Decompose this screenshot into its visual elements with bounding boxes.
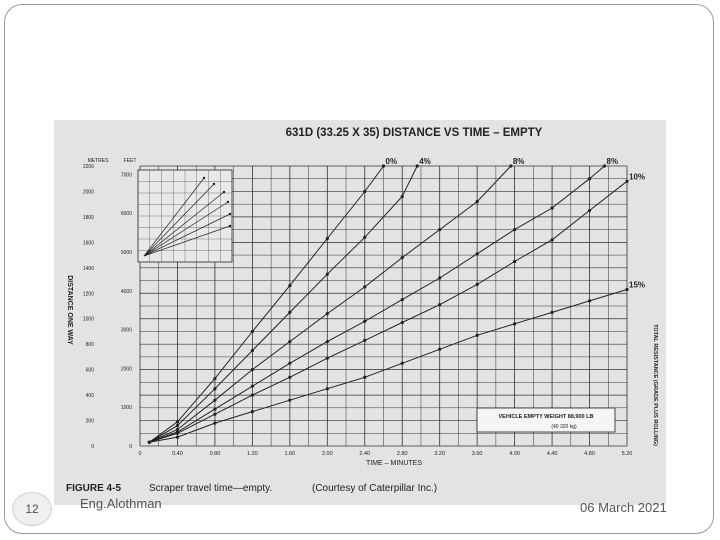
- data-point: [363, 236, 366, 239]
- y-tick-label-metres: 400: [85, 393, 94, 400]
- data-point: [176, 420, 179, 423]
- data-point: [148, 441, 151, 444]
- data-point: [401, 362, 404, 365]
- x-tick-label: 4.80: [584, 451, 595, 457]
- data-point: [251, 385, 254, 388]
- x-tick-label: 2.00: [321, 451, 333, 457]
- data-point: [476, 283, 479, 286]
- data-point: [213, 413, 216, 416]
- inset-data-point: [227, 201, 229, 203]
- data-point: [588, 209, 591, 212]
- data-point: [251, 393, 254, 396]
- data-point: [363, 190, 366, 193]
- data-point: [363, 376, 366, 379]
- data-point: [326, 312, 329, 315]
- y-tick-label-feet: 3000: [120, 327, 132, 334]
- data-point: [288, 340, 291, 343]
- data-point: [363, 285, 366, 288]
- data-point: [363, 320, 366, 323]
- footer-author: Eng.Alothman: [80, 496, 162, 511]
- data-point: [288, 311, 291, 314]
- caption-credit: (Courtesy of Caterpillar Inc.): [312, 483, 438, 494]
- y-tick-label-metres: 2200: [82, 164, 94, 170]
- right-axis-title: TOTAL RESISTANCE (GRADE PLUS ROLLING): [652, 324, 658, 446]
- data-point: [213, 377, 216, 380]
- data-point: [326, 357, 329, 360]
- data-point: [251, 410, 254, 413]
- data-point: [550, 238, 553, 241]
- data-point: [588, 299, 591, 302]
- series-end-label: 10%: [629, 172, 646, 182]
- y-unit-right: FEET: [123, 158, 137, 164]
- x-tick-label: 2.40: [359, 451, 371, 457]
- data-point: [326, 237, 329, 240]
- caption-text: Scraper travel time—empty.: [149, 483, 273, 494]
- series-end-label: 0%: [385, 157, 398, 166]
- y-tick-label-feet: 7000: [120, 172, 132, 179]
- data-point: [438, 276, 441, 279]
- y-tick-label-metres: 800: [85, 342, 94, 349]
- y-tick-label-metres: 1800: [82, 214, 94, 221]
- inset-data-point: [229, 225, 231, 227]
- data-point: [513, 322, 516, 325]
- y-tick-label-feet: 5000: [120, 250, 132, 257]
- data-point: [438, 228, 441, 231]
- series-end-label: 8%: [512, 157, 525, 166]
- data-point: [288, 399, 291, 402]
- data-point: [401, 256, 404, 259]
- data-point: [288, 362, 291, 365]
- data-point: [213, 387, 216, 390]
- y-tick-label-metres: 0: [91, 444, 94, 450]
- data-point: [476, 252, 479, 255]
- slide-number: 12: [12, 492, 52, 526]
- data-point: [401, 298, 404, 301]
- y-tick-label-metres: 1000: [82, 316, 94, 323]
- x-tick-label: 0: [138, 451, 142, 457]
- x-tick-label: 1.60: [284, 451, 296, 457]
- data-point: [513, 260, 516, 263]
- x-tick-label: 1.20: [247, 451, 258, 457]
- x-tick-label: 4.00: [509, 451, 520, 457]
- y-tick-label-feet: 4000: [120, 288, 132, 295]
- data-point: [401, 321, 404, 324]
- x-tick-label: 3.20: [434, 451, 446, 457]
- data-point: [251, 330, 254, 333]
- distance-time-chart: [54, 120, 666, 505]
- y-tick-label-feet: 6000: [120, 211, 132, 218]
- x-tick-label: 2.80: [396, 451, 408, 457]
- y-axis-label: DISTANCE ONE WAY: [66, 275, 73, 345]
- x-tick-label: 0.80: [209, 451, 221, 457]
- y-unit-left: METRES: [87, 158, 109, 164]
- data-point: [288, 284, 291, 287]
- y-tick-label-metres: 2000: [82, 189, 94, 196]
- series-end-label: 15%: [629, 280, 646, 290]
- x-tick-label: 0.40: [172, 451, 183, 457]
- chart-title: 631D (33.25 X 35) DISTANCE VS TIME – EMPTY: [285, 127, 543, 139]
- x-tick-label: 3.60: [471, 451, 483, 457]
- data-point: [476, 334, 479, 337]
- y-tick-label-feet: 1000: [120, 405, 132, 412]
- data-point: [213, 421, 216, 424]
- data-point: [438, 303, 441, 306]
- data-point: [251, 368, 254, 371]
- data-point: [326, 340, 329, 343]
- data-point: [326, 387, 329, 390]
- weight-annotation-metric: (40 320 kg): [551, 424, 577, 430]
- data-point: [326, 273, 329, 276]
- footer-date: 06 March 2021: [580, 500, 667, 515]
- x-tick-label: 4.40: [546, 451, 558, 457]
- y-tick-label-metres: 600: [85, 367, 94, 374]
- figure-caption: [66, 483, 437, 494]
- data-point: [213, 399, 216, 402]
- data-point: [251, 349, 254, 352]
- y-tick-label-metres: 1600: [82, 240, 94, 247]
- data-point: [588, 177, 591, 180]
- data-point: [176, 424, 179, 427]
- inset-data-point: [203, 177, 205, 179]
- y-tick-label-metres: 200: [85, 418, 94, 425]
- inset-chart: [138, 170, 232, 262]
- inset-data-point: [223, 191, 225, 193]
- data-point: [176, 432, 179, 435]
- inset-data-point: [229, 213, 231, 215]
- y-tick-label-feet: 2000: [120, 366, 132, 373]
- data-point: [176, 435, 179, 438]
- inset-data-point: [213, 183, 215, 185]
- series-end-label: 8%: [606, 157, 619, 166]
- data-point: [288, 376, 291, 379]
- weight-annotation: VEHICLE EMPTY WEIGHT 88,900 LB: [498, 414, 594, 420]
- series-end-label: 4%: [419, 157, 431, 166]
- x-tick-label: 5.20: [621, 451, 633, 457]
- data-point: [213, 407, 216, 410]
- figure-scan: [54, 120, 666, 505]
- data-point: [550, 206, 553, 209]
- data-point: [401, 195, 404, 198]
- weight-annotation-box: [477, 408, 615, 432]
- x-axis-label: TIME – MINUTES: [365, 460, 423, 467]
- data-point: [550, 311, 553, 314]
- y-tick-label-metres: 1200: [82, 291, 94, 298]
- y-tick-label-metres: 1400: [82, 265, 94, 272]
- caption-label: FIGURE 4-5: [66, 483, 122, 494]
- data-point: [438, 348, 441, 351]
- data-point: [476, 200, 479, 203]
- data-point: [513, 228, 516, 231]
- y-tick-label-feet: 0: [129, 444, 132, 450]
- data-point: [363, 339, 366, 342]
